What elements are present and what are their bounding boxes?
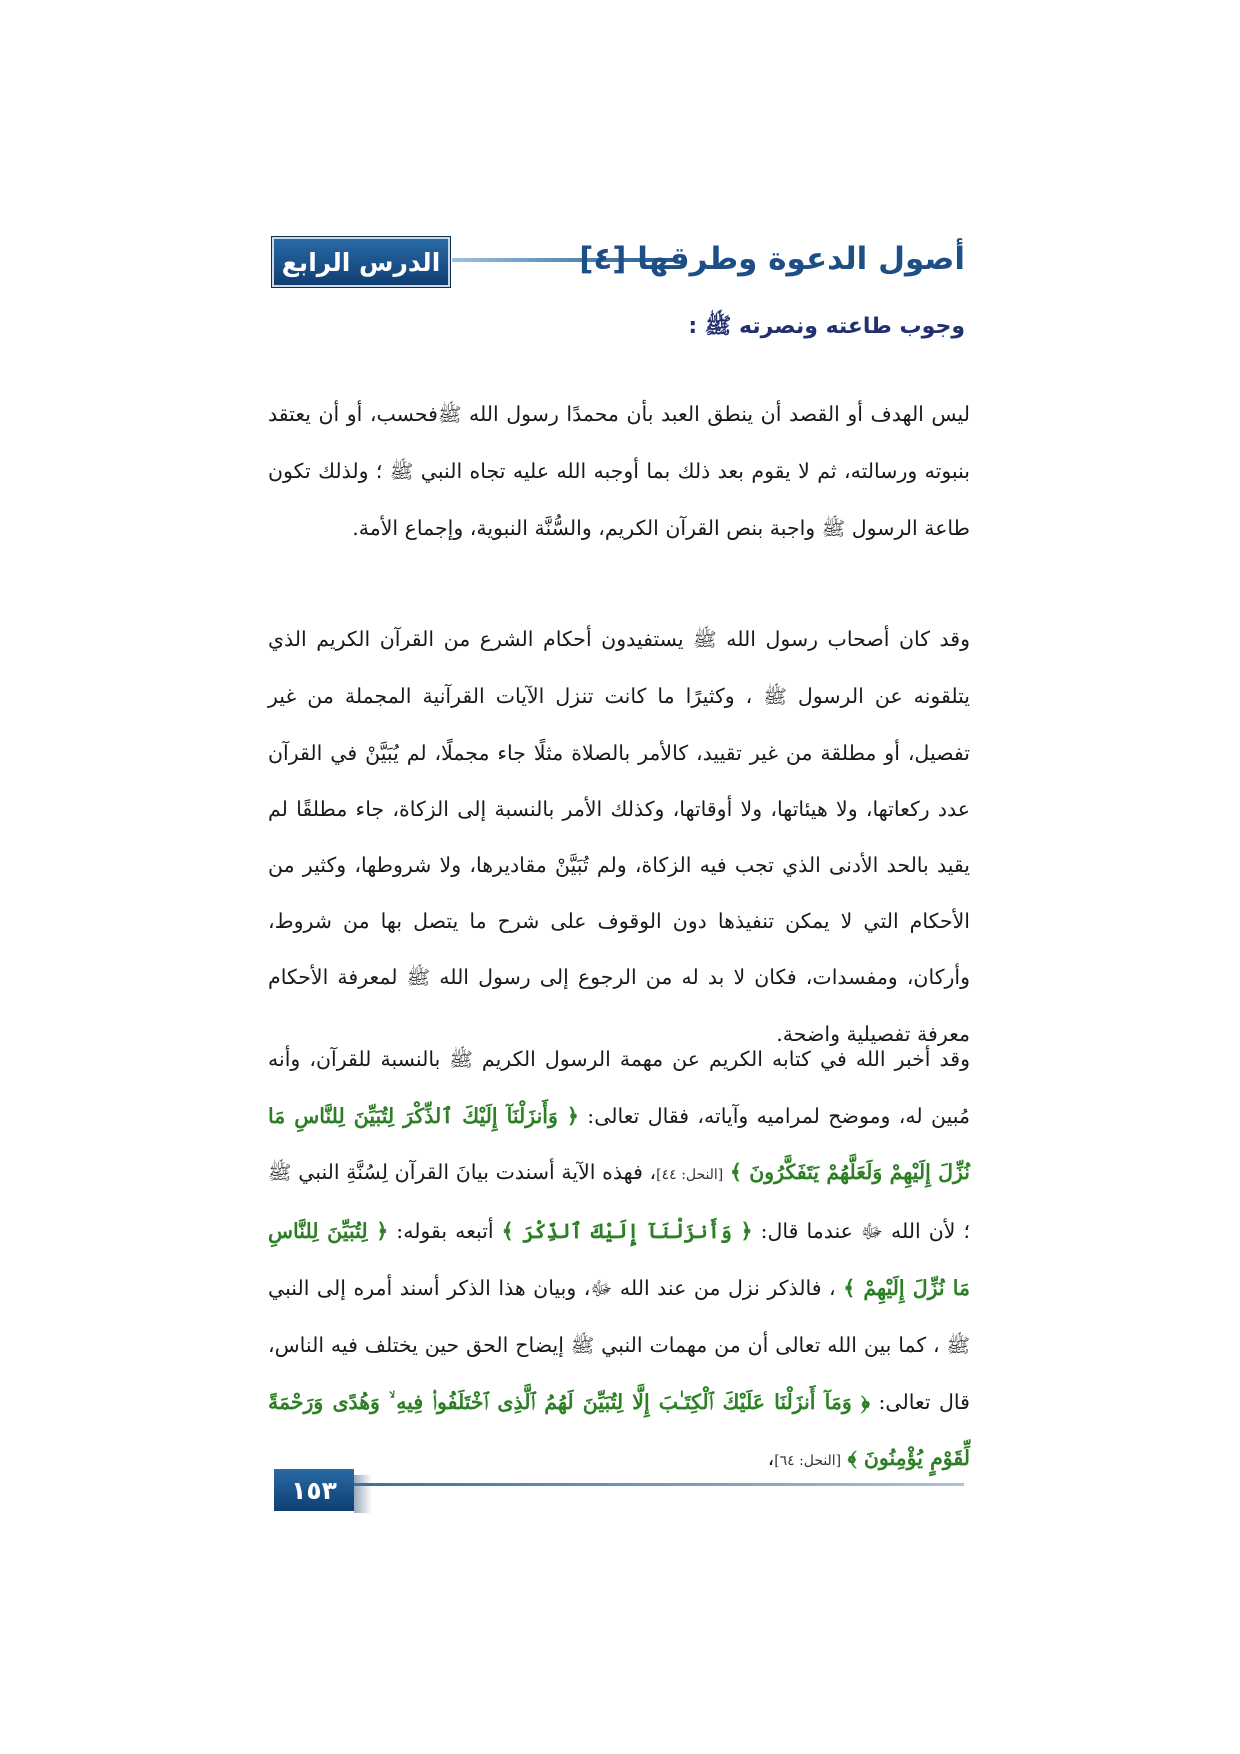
section-heading: وجوب طاعته ونصرته ﷺ : bbox=[688, 314, 965, 339]
text-run: ؛ ولذلك تكون طاعة الرسول bbox=[268, 459, 970, 540]
text-run: إيضاح الحق حين يختلف فيه الناس، قال تعالى: bbox=[268, 1333, 970, 1414]
lesson-badge: الدرس الرابع bbox=[272, 237, 450, 287]
page-number-shadow bbox=[354, 1475, 372, 1513]
verse-reference: [النحل: ٦٤] bbox=[774, 1453, 842, 1469]
text-run: ، فالذكر نزل من عند الله bbox=[612, 1276, 844, 1300]
text-run: ليس الهدف أو القصد أن ينطق العبد بأن محمدًا رسول الله bbox=[461, 402, 970, 426]
text-run: ، bbox=[767, 1446, 775, 1470]
quran-verse: ﴿ وَأَنزَلْنَآ إِلَيْكَ ٱلذِّكْرَ لِتُبَيِّنَ لِلنَّاسِ مَا نُزِّلَ إِلَيْهِمْ وَلَعَلَّهُمْ يَتَفَكَّرُونَ ﴾ bbox=[268, 1104, 970, 1184]
glorification-glyph: ﷻ bbox=[590, 1277, 613, 1300]
text-run: عندما قال: bbox=[752, 1219, 861, 1243]
text-run: أتبعه بقوله: bbox=[388, 1219, 502, 1243]
glorification-glyph: ﷻ bbox=[860, 1220, 883, 1243]
salutation-glyph: ﷺ bbox=[406, 966, 431, 989]
salutation-glyph: ﷺ bbox=[437, 403, 462, 426]
salutation-glyph: ﷺ bbox=[268, 1161, 292, 1184]
text-run: ، كما بين الله تعالى أن من مهمات النبي bbox=[594, 1333, 947, 1357]
quran-verse: ﴿ وَأَنزَلْنَآ إِلَيْكَ ٱلذِّكْرَ ﴾ bbox=[501, 1219, 753, 1243]
salutation-glyph: ﷺ bbox=[821, 517, 846, 540]
paragraph-mission bbox=[268, 1031, 970, 1489]
text-run: وقد أخبر الله في كتابه الكريم عن مهمة الرسول الكريم bbox=[472, 1047, 970, 1071]
footer-rule bbox=[354, 1483, 964, 1486]
salutation-glyph: ﷺ bbox=[570, 1334, 595, 1357]
paragraph-obedience-intro bbox=[268, 386, 970, 557]
text-run: ؛ لأن الله bbox=[882, 1219, 971, 1243]
salutation-glyph: ﷺ bbox=[449, 1048, 473, 1071]
text-run: واجبة بنص القرآن الكريم، والسُّنَّة النبوية، وإجماع الأمة. bbox=[352, 516, 822, 540]
text-run: ، فهذه الآية أسندت بيانَ القرآن لِسُنَّةِ النبي bbox=[291, 1160, 657, 1184]
salutation-glyph: ﷺ bbox=[763, 685, 787, 708]
text-run: فحسب، أو أن يعتقد بنبوته ورسالته، ثم لا يقوم بعد ذلك بما أوجبه الله عليه تجاه النبي bbox=[268, 402, 971, 483]
book-title: أصول الدعوة وطرقها [٤] bbox=[579, 241, 965, 277]
quran-verse: ﴿ وَمَآ أَنزَلْنَا عَلَيْكَ ٱلْكِتَـٰبَ إِلَّا لِتُبَيِّنَ لَهُمُ ٱلَّذِى ٱخْتَلَفُوا۟ فِيهِ ۙ وَهُدًى وَرَحْمَةً لِّقَوْمٍ يُؤْمِنُونَ ﴾ bbox=[268, 1390, 970, 1470]
text-run: ، وبيان هذا الذكر أسند أمره إلى النبي bbox=[268, 1276, 591, 1300]
paragraph-companions bbox=[268, 611, 970, 1062]
salutation-glyph: ﷺ bbox=[946, 1334, 970, 1357]
salutation-glyph: ﷺ bbox=[693, 628, 717, 651]
text-run: لمعرفة الأحكام معرفة تفصيلية واضحة. bbox=[268, 965, 970, 1046]
salutation-glyph: ﷺ bbox=[389, 460, 414, 483]
page-number: ١٥٣ bbox=[274, 1469, 354, 1511]
text-run: يستفيدون أحكام الشرع من القرآن الكريم الذي يتلقونه عن الرسول bbox=[268, 627, 971, 708]
text-run: بالنسبة للقرآن، وأنه مُبين له، وموضح لمراميه وآياته، فقال تعالى: bbox=[268, 1047, 970, 1128]
verse-reference: [النحل: ٤٤] bbox=[656, 1167, 724, 1183]
text-run: وقد كان أصحاب رسول الله bbox=[716, 627, 970, 651]
text-run: ، وكثيرًا ما كانت تنزل الآيات القرآنية المجملة من غير تفصيل، أو مطلقة من غير تقييد، كالأمر بالصلاة مثلًا جاء مجملًا، لم يُبَيَّنْ في القرآن عدد ركعاتها، ولا هيئاتها، ولا أوقاتها، وكذلك الأمر بالنسبة إلى الزكاة، جاء مطلقًا لم يقيد بالحد الأدنى الذي تجب فيه الزكاة، ولم تُبَيَّنْ مقاديرها، ولا شروطها، وكثير من الأحكام التي لا يمكن تنفيذها دون الوقوف على شرح ما يتصل بها من شروط، وأركان، ومفسدات، فكان لا بد له من الرجوع إلى رسول الله bbox=[268, 684, 970, 989]
quran-verse: ﴿ لِتُبَيِّنَ لِلنَّاسِ مَا نُزِّلَ إِلَيْهِمْ ﴾ bbox=[268, 1219, 971, 1300]
